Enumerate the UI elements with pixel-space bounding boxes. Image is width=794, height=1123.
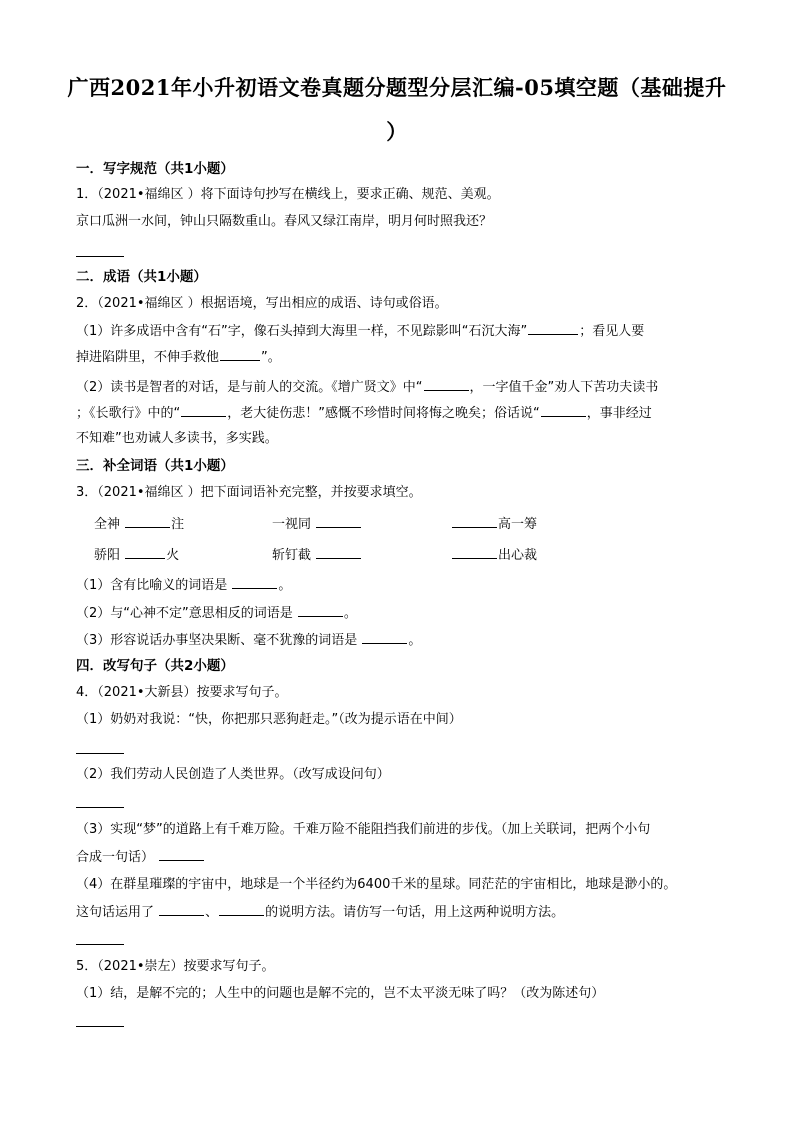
text: ，事非经过 (586, 406, 652, 421)
answer-blank[interactable] (424, 378, 469, 391)
text: （2）读书是智者的对话，是与前人的交流。《增广贤文》中“ (76, 380, 423, 395)
text: （3）形容说话办事坚决果断、毫不犹豫的词语是 (76, 633, 358, 648)
text: （1）含有比喻义的词语是 (76, 578, 228, 593)
question-2-part-2-line-3: 不知难”也劝诫人多读书，多实践。 (76, 431, 278, 446)
answer-blank[interactable] (181, 404, 226, 417)
question-4-sub-1: （1）奶奶对我说：“快，你把那只恶狗赶走。”（改为提示语在中间） (76, 712, 462, 727)
word-item-4 (94, 546, 179, 565)
word-item-6 (451, 546, 537, 565)
answer-blank[interactable] (541, 404, 586, 417)
text: 。 (343, 606, 357, 621)
question-5-stem: 5．（2021•崇左）按要求写句子。 (76, 959, 275, 974)
answer-blank[interactable] (298, 604, 343, 617)
question-4-stem: 4．（2021•大新县）按要求写句子。 (76, 685, 288, 700)
question-1-stem: 1．（2021•福绵区 ）将下面诗句抄写在横线上，要求正确、规范、美观。 (76, 187, 500, 202)
word-item-3 (451, 515, 537, 534)
word-item-5 (272, 546, 362, 565)
answer-blank[interactable] (452, 546, 497, 559)
question-2-part-1-line-1 (76, 322, 644, 341)
question-2-stem: 2．（2021•福绵区 ）根据语境，写出相应的成语、诗句或俗语。 (76, 296, 448, 311)
answer-blank[interactable] (452, 515, 497, 528)
page-title: 广西2021年小升初语文卷真题分题型分层汇编-05填空题（基础提升 (67, 75, 727, 100)
question-4-sub-3-line-1: （3）实现“梦”的道路上有千难万险。千难万险不能阻挡我们前进的步伐。（加上关联词，把两个小句 (76, 822, 651, 837)
text: 骄阳 (94, 548, 121, 563)
text: 火 (166, 548, 180, 563)
answer-blank[interactable] (159, 903, 204, 916)
answer-blank[interactable] (125, 546, 165, 559)
answer-blank[interactable] (528, 322, 578, 335)
text: 、 (205, 905, 219, 920)
answer-blank[interactable] (125, 515, 170, 528)
question-5-sub-1: （1）结，是解不完的；人生中的问题也是解不完的，岂不太平淡无味了吗？（改为陈述句） (76, 986, 605, 1001)
text: 的说明方法。请仿写一句话，用上这两种说明方法。 (265, 905, 565, 920)
question-4-sub-4-line-1: （4）在群星璀璨的宇宙中，地球是一个半径约为6400千米的星球。同茫茫的宇宙相比，地球是渺小的。 (76, 877, 677, 892)
answer-line[interactable] (76, 753, 124, 754)
question-2-part-2-line-1 (76, 378, 658, 397)
text: 出心裁 (498, 548, 538, 563)
text: （1）许多成语中含有“石”字，像石头掉到大海里一样，不见踪影叫“石沉大海” (76, 324, 528, 339)
answer-blank[interactable] (219, 903, 264, 916)
text: 斩钉截 (272, 548, 312, 563)
text: ，老大徒伤悲！”感慨不珍惜时间将悔之晚矣；俗话说“ (227, 406, 540, 421)
text: 全神 (94, 517, 121, 532)
question-2-part-1-line-2 (76, 348, 281, 367)
text: ”。 (261, 350, 281, 365)
answer-line[interactable] (76, 944, 124, 945)
question-4-sub-4-line-2 (76, 903, 564, 922)
answer-line-1[interactable] (76, 256, 124, 257)
text: 高一筹 (498, 517, 538, 532)
word-item-1 (94, 515, 184, 534)
answer-blank[interactable] (220, 348, 260, 361)
text: （2）与“心神不定”意思相反的词语是 (76, 606, 293, 621)
question-2-part-2-line-2 (76, 404, 652, 423)
answer-blank[interactable] (232, 576, 277, 589)
question-3-stem: 3．（2021•福绵区 ）把下面词语补充完整，并按要求填空。 (76, 485, 422, 500)
question-3-sub-2 (76, 604, 357, 623)
word-item-2 (272, 515, 362, 534)
question-3-sub-3 (76, 631, 421, 650)
question-4-sub-3-line-2 (76, 848, 205, 867)
section-heading-1: 一．写字规范（共1小题） (76, 161, 234, 177)
text: 合成一句话） (76, 850, 155, 865)
answer-blank[interactable] (316, 515, 361, 528)
text: 这句话运用了 (76, 905, 155, 920)
text: ；《长歌行》中的“ (76, 406, 181, 421)
answer-blank[interactable] (159, 848, 204, 861)
text: ，一字值千金”劝人下苦功夫读书 (469, 380, 659, 395)
text: 。 (408, 633, 422, 648)
section-heading-4: 四．改写句子（共2小题） (76, 658, 234, 674)
section-heading-2: 二．成语（共1小题） (76, 269, 207, 285)
question-4-sub-2: （2）我们劳动人民创造了人类世界。（改写成设问句） (76, 767, 390, 782)
answer-line[interactable] (76, 807, 124, 808)
text: 一视同 (272, 517, 312, 532)
answer-line[interactable] (76, 1026, 124, 1027)
question-1-poem: 京口瓜洲一水间，钟山只隔数重山。春风又绿江南岸，明月何时照我还？ (76, 214, 493, 229)
question-3-sub-1 (76, 576, 291, 595)
text: 注 (171, 517, 185, 532)
text: ；看见人要 (579, 324, 645, 339)
text: 。 (278, 578, 292, 593)
answer-blank[interactable] (362, 631, 407, 644)
answer-blank[interactable] (316, 546, 361, 559)
text: 掉进陷阱里，不伸手救他 (76, 350, 220, 365)
section-heading-3: 三．补全词语（共1小题） (76, 458, 234, 474)
page-title-continued: ） (386, 119, 408, 144)
